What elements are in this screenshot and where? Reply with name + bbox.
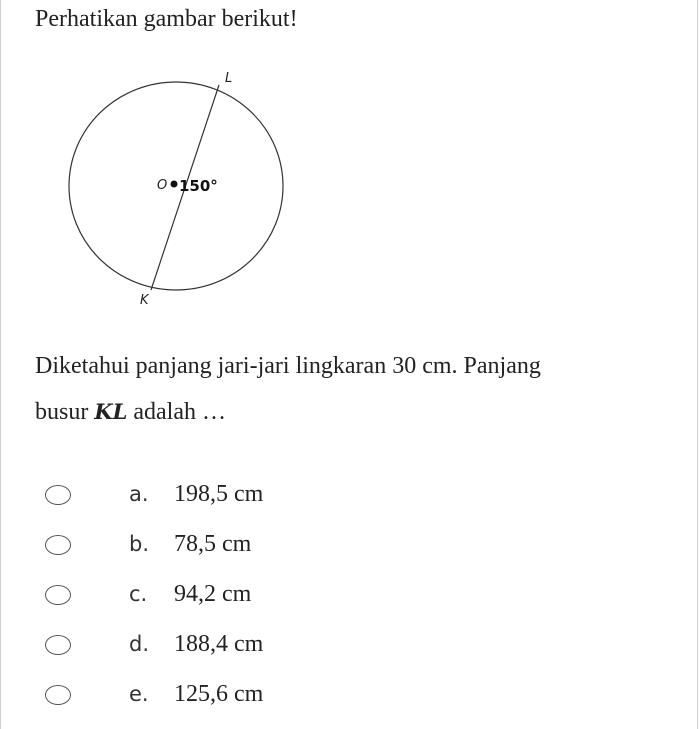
question-line-2-prefix: busur [35,399,95,425]
option-b[interactable] [1,522,699,572]
label-l: L [225,71,233,86]
arc-kl-symbol: KL [94,399,128,424]
question-text [35,344,675,435]
label-k: K [140,293,149,308]
option-d[interactable] [1,622,699,672]
radio-option-b[interactable] [45,535,71,555]
radio-option-a[interactable] [45,485,71,505]
circle-figure [51,60,301,320]
question-line-2 [35,389,675,435]
question-line-2-suffix: adalah … [127,399,226,425]
option-c-letter: c. [129,582,148,606]
angle-label: 150° [179,177,218,195]
label-o: O [157,178,168,193]
option-e-letter: e. [129,682,149,706]
option-a[interactable] [1,472,699,522]
radio-option-e[interactable] [45,685,71,705]
radio-option-d[interactable] [45,635,71,655]
option-a-letter: a. [129,482,149,506]
option-a-value: 198,5 cm [174,481,264,507]
option-b-letter: b. [129,532,150,556]
option-c-value: 94,2 cm [174,581,252,607]
center-point [171,181,178,188]
option-e-value: 125,6 cm [174,681,264,707]
instruction-text: Perhatikan gambar berikut! [35,6,298,32]
option-e[interactable] [1,672,699,722]
radio-option-c[interactable] [45,585,71,605]
question-line-1: Diketahui panjang jari-jari lingkaran 30 cm. Panjang [35,353,541,379]
option-d-value: 188,4 cm [174,631,264,657]
answer-options [1,472,699,722]
option-d-letter: d. [129,632,150,656]
option-c[interactable] [1,572,699,622]
option-b-value: 78,5 cm [174,531,252,557]
circle-diagram [51,60,301,320]
